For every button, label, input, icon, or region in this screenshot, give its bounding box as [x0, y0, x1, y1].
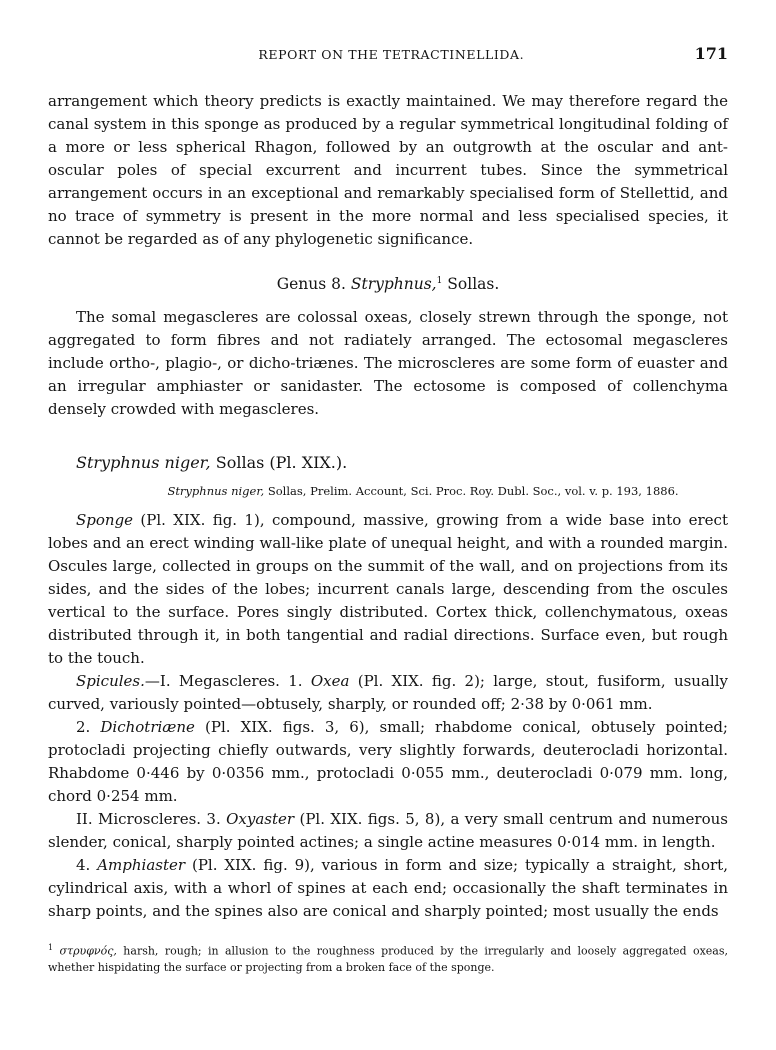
paragraph-canal-system: arrangement which theory predicts is exactly maintained. We may therefore regard the canal system in this sponge as produced by a regular symmetrical longitudinal folding of a more or less spherical Rhagon, followed by an outgrowth at the oscular and ant-oscular poles of special excurrent and incurrent tubes. Since the symmetrical arrangement occurs in an exceptional and remarkably specialised form of Stellettid, and no trace of symmetry is present in the more normal and less specialised species, it cannot be regarded as of any phylogenetic significance. [48, 92, 728, 248]
species-rest: Sollas (Pl. XIX.). [215, 453, 348, 472]
footnote-ref: 1 [436, 275, 443, 286]
oxea-term: Oxea [310, 672, 350, 690]
microscleres-text: II. Microscleres. 3. [76, 810, 221, 828]
species-reference [48, 480, 728, 503]
megascleres-text: —I. Megascleres. 1. [144, 672, 303, 690]
dichotriaene-number: 2. [76, 718, 91, 736]
paragraph-genus-diagnosis: The somal megascleres are colossal oxeas, closely strewn through the sponge, not aggregated to form fibres and not radiately arranged. The ectosomal megascleres include ortho-, plagio-, or dicho-triænes. The microscleres are some form of euaster and an irregular amphiaster or sanidaster. The ectosome is composed of collenchyma densely crowded with megascleres. [48, 308, 728, 418]
footnote-mark: 1 [48, 943, 54, 952]
reference-name: Stryphnus niger, [167, 484, 265, 498]
footnote [48, 940, 728, 976]
page-number: 171 [694, 44, 728, 63]
genus-author: Sollas. [447, 275, 500, 293]
sponge-lead: Sponge [76, 511, 134, 529]
paragraph-sponge [48, 509, 728, 670]
spicules-lead: Spicules. [76, 672, 145, 690]
dichotriaene-term: Dichotriæne [100, 718, 195, 736]
paragraph-dichotriaene [48, 716, 728, 808]
paragraph-oxea [48, 670, 728, 716]
genus-heading [48, 273, 728, 296]
genus-prefix: Genus 8. [276, 275, 346, 293]
footnote-text: harsh, rough; in allusion to the roughness produced by the irregularly and loosely aggregated oxeas, whether hispidating the surface or projecting from a broken face of the sponge. [48, 944, 728, 974]
oxyaster-text: (Pl. XIX. figs. 5, 8), a very small centrum and numerous slender, conical, sharply pointed actines; a single actine measures 0·014 mm. in length. [48, 810, 728, 851]
running-header [48, 44, 728, 63]
paragraph-oxyaster [48, 808, 728, 854]
reference-citation: Sollas, Prelim. Account, Sci. Proc. Roy. Dubl. Soc., vol. v. p. 193, 1886. [267, 484, 679, 498]
sponge-text: (Pl. XIX. fig. 1), compound, massive, growing from a wide base into erect lobes and an erect winding wall-like plate of unequal height, and with a rounded margin. Oscules large, collected in groups on the summit of the wall, and on projections from its sides, and the sides of the lobes; incurrent canals large, descending from the oscules vertical to the surface. Pores singly distributed. Cortex thick, collenchymatous, oxeas distributed through it, in both tangential and radial directions. Surface even, but rough to the touch. [48, 511, 728, 667]
oxea-text: (Pl. XIX. fig. 2); large, stout, fusiform, usually curved, variously pointed—obtusely, sharply, or rounded off; 2·38 by 0·061 mm. [48, 672, 728, 713]
running-title: REPORT ON THE TETRACTINELLIDA. [258, 47, 525, 62]
main-text [48, 90, 728, 923]
dichotriaene-text: (Pl. XIX. figs. 3, 6), small; rhabdome conical, obtusely pointed; protocladi projecting chiefly outwards, very slightly forwards, deuterocladi horizontal. Rhabdome 0·446 by 0·0356 mm., protocladi 0·055 mm., deuterocladi 0·079 mm. long, chord 0·254 mm. [48, 718, 728, 805]
genus-name: Stryphnus, [350, 275, 437, 293]
species-heading [76, 451, 728, 474]
amphiaster-number: 4. [76, 856, 91, 874]
footnote-greek: στρυφνός, [59, 944, 117, 958]
amphiaster-term: Amphiaster [97, 856, 186, 874]
oxyaster-term: Oxyaster [226, 810, 295, 828]
amphiaster-text: (Pl. XIX. fig. 9), various in form and size; typically a straight, short, cylindrical axis, with a whorl of spines at each end; occasionally the shaft terminates in sharp points, and the spines also are conical and sharply pointed; most usually the ends [48, 856, 728, 920]
species-name: Stryphnus niger, [76, 453, 211, 472]
paragraph-amphiaster [48, 854, 728, 923]
